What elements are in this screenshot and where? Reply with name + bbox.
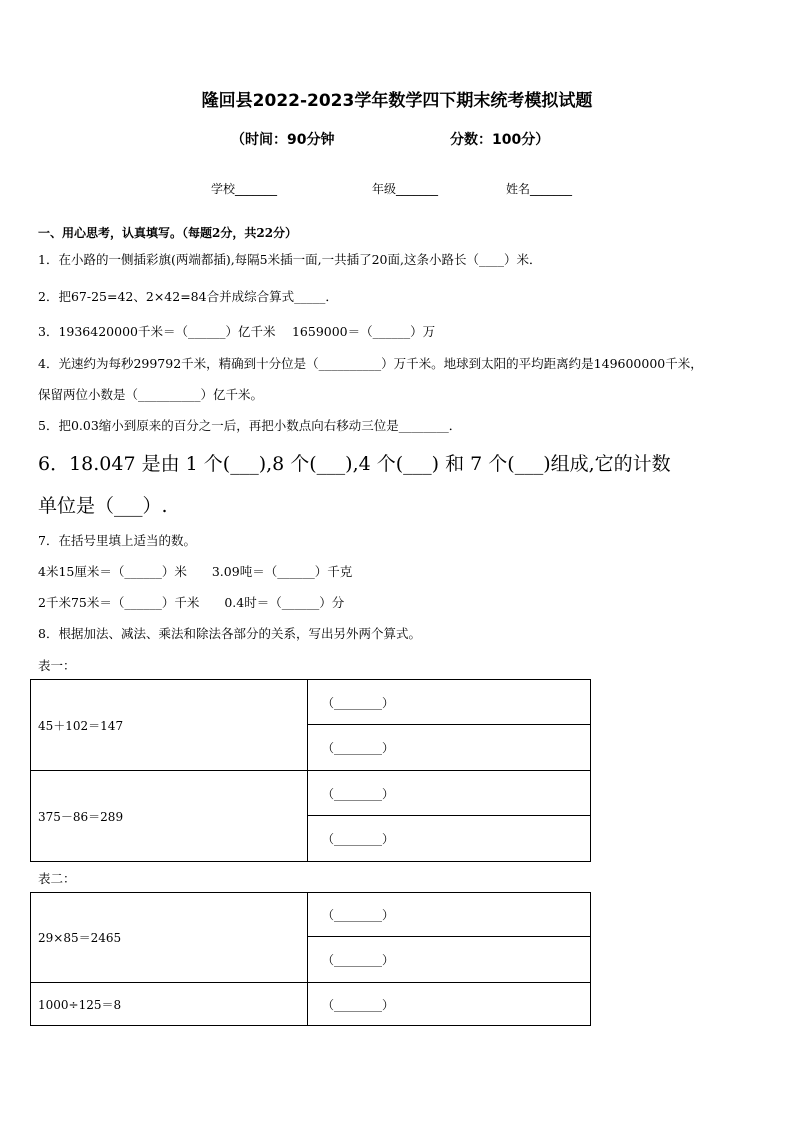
table-2-label: 表二：: [38, 871, 76, 886]
question-7-line-2: 2千米75米＝（______）千米 0.4时＝（______）分: [38, 595, 345, 610]
answer-blank: （________）: [308, 816, 591, 862]
table-1-label: 表一：: [38, 658, 76, 673]
total-score: 分数：100分）: [450, 132, 550, 148]
question-3: 3．1936420000千米＝（______）亿千米 1659000＝（______）万: [38, 324, 436, 339]
table-row: [31, 680, 591, 725]
table-row: [31, 893, 591, 937]
answer-blank: （________）: [308, 771, 591, 816]
question-4-line-1: 4．光速约为每秒299792千米，精确到十分位是（__________）万千米。地球到太阳的平均距离约是149600000千米，: [38, 356, 703, 371]
name-field: 姓名_______: [506, 182, 573, 196]
answer-blank: （________）: [308, 937, 591, 983]
answer-blank: （________）: [308, 680, 591, 725]
question-1: 1．在小路的一侧插彩旗(两端都插),每隔5米插一面,一共插了20面,这条小路长（____）米．: [38, 252, 542, 267]
answer-blank: （________）: [308, 725, 591, 771]
question-2: 2．把67-25=42、2×42=84合并成综合算式_____．: [38, 289, 338, 304]
time-limit: （时间：90分钟: [231, 132, 335, 148]
table-1: [30, 679, 591, 862]
question-7-line-1: 4米15厘米＝（______）米 3.09吨＝（______）千克: [38, 564, 353, 579]
answer-blank: （________）: [308, 893, 591, 937]
question-5: 5．把0.03缩小到原来的百分之一后，再把小数点向右移动三位是________．: [38, 418, 462, 433]
school-field: 学校_______: [211, 182, 278, 196]
table-row: [31, 771, 591, 816]
question-6-line-2: 单位是（___）.: [38, 495, 168, 517]
table-2: [30, 892, 591, 1026]
grade-field: 年级_______: [372, 182, 439, 196]
equation-cell: 375－86＝289: [31, 771, 308, 862]
question-7: 7．在括号里填上适当的数。: [38, 533, 196, 548]
equation-cell: 1000÷125＝8: [31, 983, 308, 1026]
equation-cell: 45＋102＝147: [31, 680, 308, 771]
equation-cell: 29×85＝2465: [31, 893, 308, 983]
question-6-line-1: 6．18.047 是由 1 个(___),8 个(___),4 个(___) 和 7 个(___)组成,它的计数: [38, 453, 671, 475]
question-4-line-2: 保留两位小数是（__________）亿千米。: [38, 387, 264, 402]
question-8: 8．根据加法、减法、乘法和除法各部分的关系，写出另外两个算式。: [38, 626, 421, 641]
exam-title: 隆回县2022-2023学年数学四下期末统考模拟试题: [201, 91, 593, 111]
table-row: [31, 983, 591, 1026]
section-heading: 一、用心思考，认真填写。（每题2分，共22分）: [38, 226, 298, 240]
answer-blank: （________）: [308, 983, 591, 1026]
